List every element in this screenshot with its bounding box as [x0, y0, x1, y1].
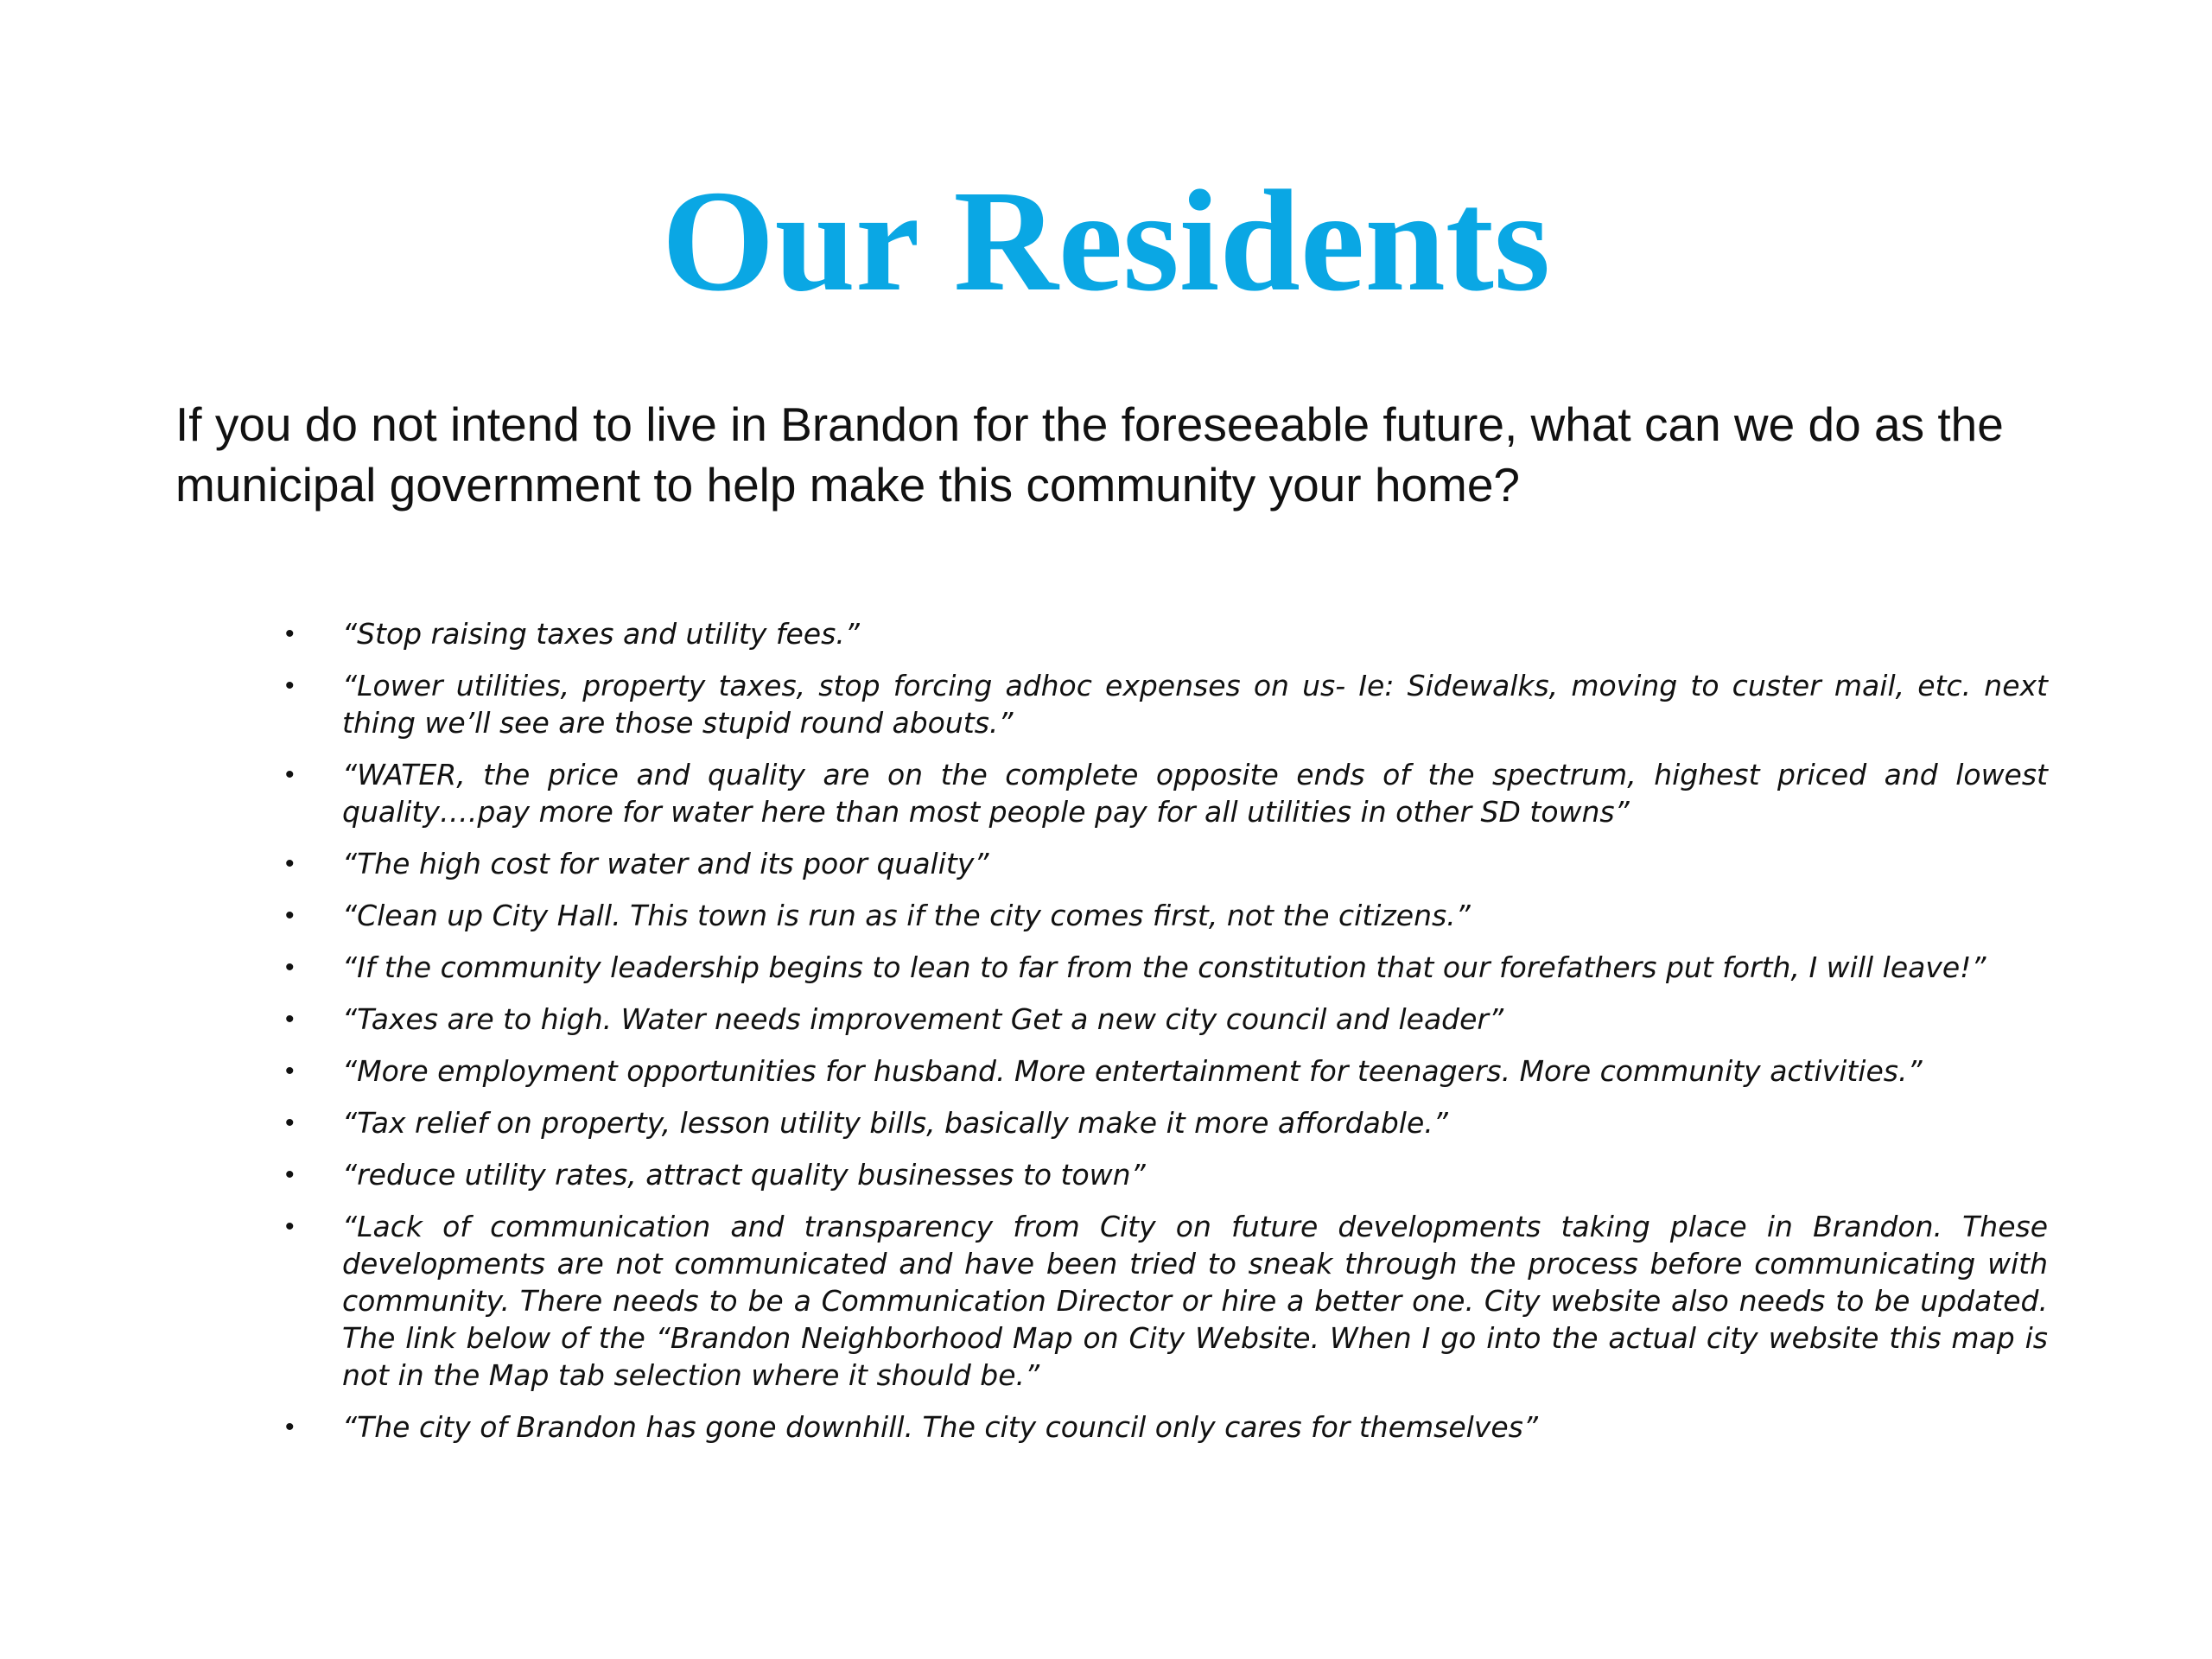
response-item [285, 1052, 2048, 1090]
bullet-icon: • [285, 1212, 295, 1241]
response-list [285, 615, 2048, 1460]
response-text: “WATER, the price and quality are on the complete opposite ends of the spectrum, highest priced and lowest quality….pay more for water here than most people pay for all utilities in other SD towns” [342, 758, 2048, 829]
response-item [285, 1104, 2048, 1141]
response-text: “The high cost for water and its poor quality” [342, 847, 989, 880]
response-text: “More employment opportunities for husband. More entertainment for teenagers. More community activities.” [342, 1054, 1923, 1088]
slide-title: Our Residents [661, 161, 1551, 321]
response-item [285, 1408, 2048, 1446]
response-text: “Stop raising taxes and utility fees.” [342, 617, 860, 651]
response-text: “Tax relief on property, lesson utility bills, basically make it more affordable.” [342, 1106, 1448, 1140]
bullet-icon: • [285, 1413, 295, 1441]
response-item [285, 615, 2048, 652]
response-item [285, 1001, 2048, 1038]
bullet-icon: • [285, 1005, 295, 1033]
response-item [285, 1156, 2048, 1193]
response-item [285, 949, 2048, 986]
bullet-icon: • [285, 849, 295, 878]
response-item [285, 1208, 2048, 1394]
response-text: “reduce utility rates, attract quality businesses to town” [342, 1158, 1146, 1192]
response-text: “Lack of communication and transparency from City on future developments taking place in Brandon. These developments are not communicated and have been tried to sneak through the process before communicating with community. There needs to be a Communication Director or hire a better one. City website also needs to be updated. The link below of the “Brandon Neighborhood Map on City Website. When I go into the actual city website this map is not in the Map tab selection where it should be.” [342, 1210, 2048, 1392]
bullet-icon: • [285, 671, 295, 700]
bullet-icon: • [285, 1160, 295, 1189]
bullet-icon: • [285, 760, 295, 789]
response-text: “Clean up City Hall. This town is run as if the city comes first, not the citizens.” [342, 899, 1471, 932]
response-item [285, 667, 2048, 741]
response-text: “Lower utilities, property taxes, stop forcing adhoc expenses on us- Ie: Sidewalks, moving to custer mail, etc. next thing we’ll see are those stupid round abouts.” [342, 669, 2048, 740]
bullet-icon: • [285, 620, 295, 648]
bullet-icon: • [285, 1109, 295, 1137]
bullet-icon: • [285, 953, 295, 982]
response-item [285, 897, 2048, 934]
response-text: “If the community leadership begins to lean to far from the constitution that our forefathers put forth, I will leave!” [342, 950, 1986, 984]
survey-question: If you do not intend to live in Brandon for the foreseeable future, what can we do as the municipal government to help make this community your home? [175, 397, 2004, 512]
bullet-icon: • [285, 901, 295, 930]
response-item [285, 756, 2048, 830]
bullet-icon: • [285, 1057, 295, 1085]
response-text: “Taxes are to high. Water needs improvement Get a new city council and leader” [342, 1002, 1504, 1036]
response-text: “The city of Brandon has gone downhill. The city council only cares for themselves” [342, 1410, 1538, 1444]
response-item [285, 845, 2048, 882]
